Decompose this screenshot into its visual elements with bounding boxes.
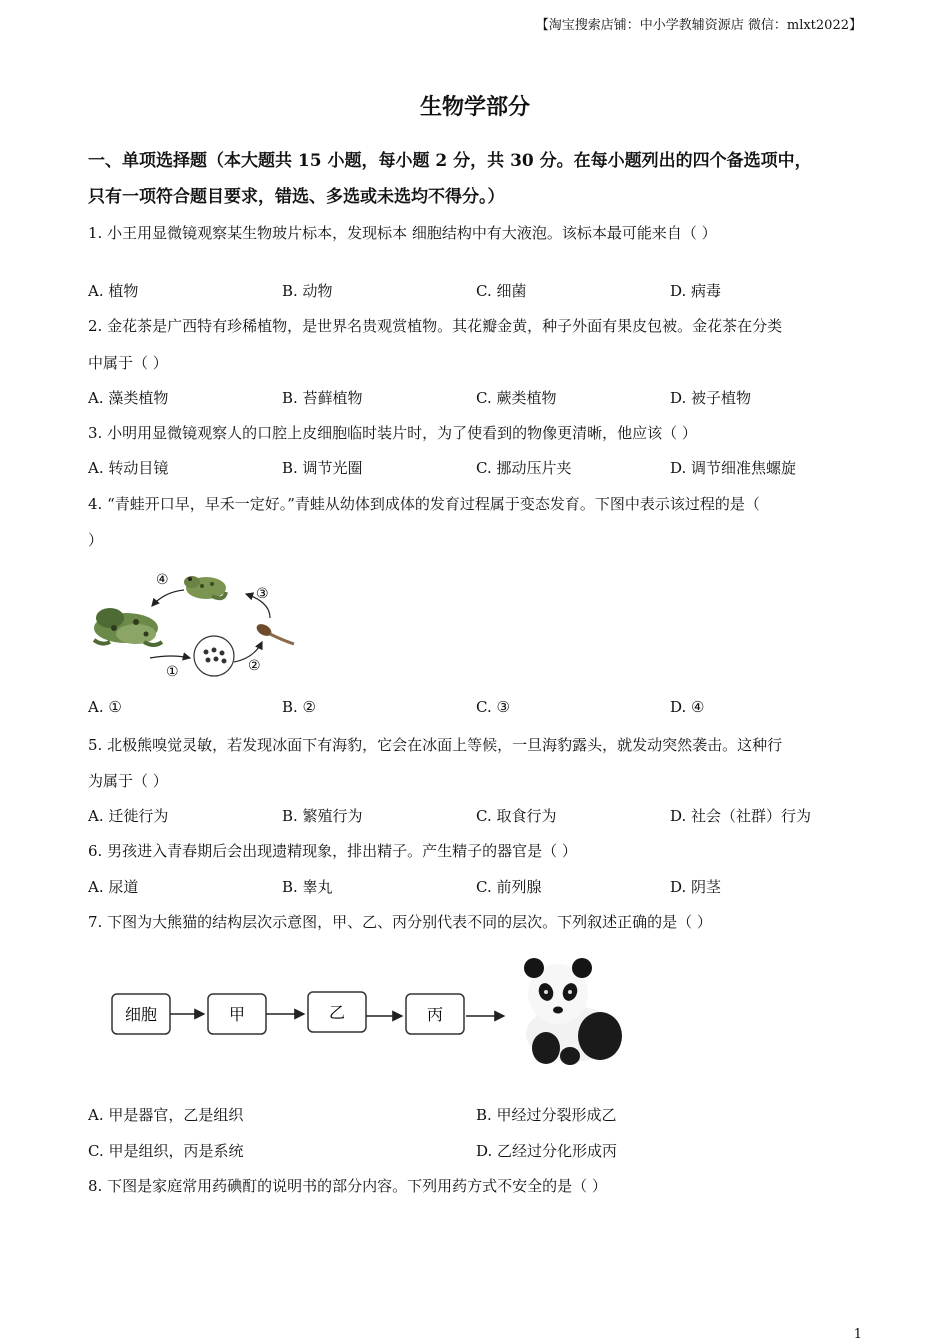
question-7: 7. 下图为大熊猫的结构层次示意图，甲、乙、丙分别代表不同的层次。下列叙述正确的是（ ） (88, 913, 712, 931)
q1-option-a: A. 植物 (88, 282, 139, 300)
question-4-line2: ） (88, 531, 104, 549)
q3-option-a: A. 转动目镜 (88, 459, 169, 477)
q2-option-d: D. 被子植物 (670, 389, 752, 407)
q5-option-a: A. 迁徙行为 (88, 807, 169, 825)
arrow-4 (152, 590, 184, 606)
page-title: 生物学部分 (419, 94, 530, 120)
q1-option-b: B. 动物 (282, 282, 333, 300)
q5-option-b: B. 繁殖行为 (282, 807, 363, 825)
q3-option-c: C. 挪动压片夹 (476, 459, 572, 477)
arrow-1 (150, 656, 190, 658)
q7-option-d: D. 乙经过分化形成丙 (476, 1142, 618, 1160)
box-bing-label: 丙 (426, 1005, 444, 1024)
q2-option-a: A. 藻类植物 (88, 389, 169, 407)
frog-image (184, 576, 226, 599)
q4-option-b: B. ② (282, 698, 317, 716)
eggs-image (194, 636, 234, 676)
q2-option-b: B. 苔藓植物 (282, 389, 363, 407)
adult-frogs-image (94, 608, 162, 645)
question-5-line1: 5. 北极熊嗅觉灵敏，若发现冰面下有海豹，它会在冰面上等候，一旦海豹露头，就发动突然袭击。这种行 (88, 736, 783, 754)
q3-option-b: B. 调节光圈 (282, 459, 363, 477)
question-1: 1. 小王用显微镜观察某生物玻片标本，发现标本 细胞结构中有大液泡。该标本最可能来自（ ） (88, 224, 717, 242)
frog-life-cycle-figure (84, 562, 304, 684)
q5-option-c: C. 取食行为 (476, 807, 557, 825)
question-2-line1: 2. 金花茶是广西特有珍稀植物，是世界名贵观赏植物。其花瓣金黄，种子外面有果皮包被。金花茶在分类 (88, 317, 783, 335)
q4-option-d: D. ④ (670, 698, 705, 716)
q7-option-b: B. 甲经过分裂形成乙 (476, 1106, 617, 1124)
box-cell-label: 细胞 (124, 1005, 158, 1024)
q3-option-d: D. 调节细准焦螺旋 (670, 459, 797, 477)
q7-option-a: A. 甲是器官，乙是组织 (88, 1106, 244, 1124)
fig-label-1: ① (166, 664, 179, 680)
fig-label-3: ③ (256, 586, 269, 602)
question-5-line2: 为属于（ ） (88, 772, 168, 790)
section-heading-line1: 一、单项选择题（本大题共 15 小题，每小题 2 分，共 30 分。在每小题列出的四个备选项中， (88, 151, 812, 171)
question-6: 6. 男孩进入青春期后会出现遗精现象，排出精子。产生精子的器官是（ ） (88, 842, 577, 860)
q6-option-a: A. 尿道 (88, 878, 139, 896)
page-number: 1 (853, 1327, 862, 1342)
q1-option-c: C. 细菌 (476, 282, 527, 300)
q5-option-d: D. 社会（社群）行为 (670, 807, 812, 825)
question-8: 8. 下图是家庭常用药碘酊的说明书的部分内容。下列用药方式不安全的是（ ） (88, 1177, 607, 1195)
q4-option-c: C. ③ (476, 698, 510, 716)
question-2-line2: 中属于（ ） (88, 354, 168, 372)
question-3: 3. 小明用显微镜观察人的口腔上皮细胞临时装片时，为了使看到的物像更清晰，他应该（ ） (88, 424, 697, 442)
q6-option-c: C. 前列腺 (476, 878, 542, 896)
page-header: 【淘宝搜索店铺：中小学教辅资源店 微信：mlxt2022】 (535, 18, 862, 33)
box-jia-label: 甲 (228, 1005, 246, 1024)
q6-option-d: D. 阴茎 (670, 878, 722, 896)
fig-label-4: ④ (156, 572, 169, 588)
q6-option-b: B. 睾丸 (282, 878, 333, 896)
section-heading-line2: 只有一项符合题目要求，错选、多选或未选均不得分。） (88, 187, 505, 207)
q1-option-d: D. 病毒 (670, 282, 722, 300)
panda-image (524, 958, 622, 1065)
box-yi-label: 乙 (328, 1003, 346, 1022)
panda-hierarchy-figure (100, 944, 640, 1068)
q4-option-a: A. ① (88, 698, 122, 716)
fig-label-2: ② (248, 658, 261, 674)
q2-option-c: C. 蕨类植物 (476, 389, 557, 407)
question-4-line1: 4. “青蛙开口早，早禾一定好。”青蛙从幼体到成体的发育过程属于变态发育。下图中表示该过程的是（ (88, 495, 760, 513)
q7-option-c: C. 甲是组织，丙是系统 (88, 1142, 244, 1160)
tadpole-image (255, 622, 294, 644)
